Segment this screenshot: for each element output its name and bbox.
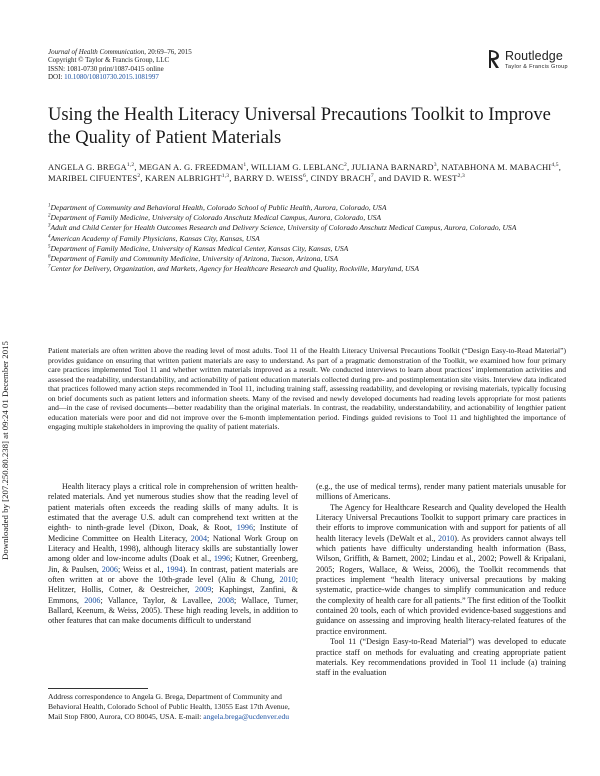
correspondence-footnote bbox=[48, 692, 298, 722]
routledge-mark-icon bbox=[486, 48, 502, 70]
author-name: NATABHONA M. MABACHI bbox=[441, 162, 552, 172]
citation-link[interactable]: 2008 bbox=[217, 595, 235, 605]
author-name: ANGELA G. BREGA bbox=[48, 162, 127, 172]
doi-label: DOI: bbox=[48, 73, 65, 82]
paragraph-text: ; Wallace, Turner, Ballard, Keenum, & Weiss, 2005). These high reading levels, in addition to other features that can make documents difficult to understand bbox=[48, 595, 299, 626]
paragraph-text: ; National Work Group on Literacy and Health, 1998), although literacy skills are substantially lower among older and low-income adults (Doak et al., bbox=[48, 533, 298, 564]
body-column-left bbox=[48, 482, 298, 627]
author-affil-sup: 1 bbox=[243, 162, 247, 169]
footnote-text: Address correspondence to Angela G. Brega, Department of Community and Behavioral Health, Colorado School of Public Health, 13055 East 17th Avenue, Mail Stop F800, Aurora, CO 80045, USA. E-mail: bbox=[48, 692, 290, 721]
citation-link[interactable]: 2009 bbox=[195, 585, 212, 595]
affiliation-item bbox=[48, 244, 568, 254]
author-name: CINDY BRACH bbox=[310, 173, 371, 184]
journal-citation: , 20:69–76, 2015 bbox=[144, 48, 192, 56]
affiliation-item bbox=[48, 203, 568, 213]
author-affil-sup: 6 bbox=[303, 173, 306, 180]
paragraph-text: ). In contrast, patient materials are often written at or above the 10th-grade level (Aliu & Chung, bbox=[48, 564, 298, 585]
citation-link[interactable]: 1996 bbox=[213, 554, 231, 564]
paragraph-text: ; Vallance, Taylor, & Lavallee, bbox=[100, 595, 218, 605]
affiliation-text: Department of Family and Community Medicine, University of Arizona, Tucson, Arizona, USA bbox=[50, 254, 339, 264]
footnote-email-link[interactable]: angela.brega@ucdenver.edu bbox=[203, 712, 290, 721]
publisher-logo bbox=[486, 46, 566, 76]
affiliation-text: Center for Delivery, Organization, and Markets, Agency for Healthcare Research and Quality, Rockville, Maryland, USA bbox=[50, 264, 419, 274]
abstract: Patient materials are often written above the reading level of most adults. Tool 11 of the Health Literacy Universal Precautions Toolkit (“Design Easy-to-Read Material”) provides guidance on ensuring that written patient materials are easy to understand. As part of a pragmatic demonstration of the Toolkit, we examined how four primary care practices implemented Tool 11 and whether written materials improved as a result. We conducted interviews to learn about practices’ implementation activities and assessed the readability, understandability, and actionability of patient education materials collected during pre- and postimplementation site visits. Interview data indicated that practices followed many action steps recommended in Tool 11, including training staff, assessing readability, and developing or revising materials, typically focusing on brief documents such as patient letters and information sheets. Many of the revised and newly developed documents had reading levels appropriate for most patients and—in the case of revised documents—better readability than the original materials. In contrast, the readability, understandability, and actionability of lengthier patient education materials were poor and did not improve over the 6-month implementation period. Findings guided revisions to Tool 11 and highlighted the importance of engaging multiple stakeholders in improving the quality of patient materials. bbox=[48, 346, 566, 431]
affiliation-num: 3 bbox=[48, 223, 51, 229]
author-name: and DAVID R. WEST bbox=[378, 173, 458, 184]
journal-header bbox=[48, 48, 192, 82]
author-affil-sup: 1,3 bbox=[221, 173, 230, 180]
citation-link[interactable]: 2004 bbox=[190, 533, 208, 543]
download-stamp: Downloaded by [207.250.80.238] at 09:24 01 December 2015 bbox=[0, 341, 10, 560]
affiliation-item bbox=[48, 264, 568, 274]
journal-name: Journal of Health Communication bbox=[48, 48, 145, 56]
affiliation-num: 5 bbox=[48, 244, 51, 250]
doi-link[interactable]: 10.1080/10810730.2015.1081997 bbox=[64, 73, 159, 82]
paragraph-text: Tool 11 (“Design Easy-to-Read Material”) was developed to educate practice staff on methods for evaluating and creating appropriate patient materials. Key recommendations provided in Tool 11 include (a) training staff in the evaluation bbox=[316, 637, 566, 678]
affiliation-num: 7 bbox=[48, 264, 51, 270]
author-affil-sup: 1,2 bbox=[126, 162, 135, 169]
footnote-rule bbox=[48, 688, 148, 689]
author-name: MARIBEL CIFUENTES bbox=[48, 173, 138, 184]
affiliation-num: 2 bbox=[48, 213, 51, 219]
affiliation-item bbox=[48, 234, 568, 244]
affiliation-num: 4 bbox=[48, 234, 51, 240]
citation-link[interactable]: 1996 bbox=[236, 523, 253, 533]
affiliation-item bbox=[48, 223, 568, 233]
publisher-brand: Routledge bbox=[505, 49, 563, 63]
paragraph-text: ). As providers cannot always tell which patients have difficulty understanding health information (Bass, Wilson, Griffith, & Barnett, 2002; Lindau et al., 2002; Powell & Kripalani, 2005; Rogers, Wallace, & Weiss, 2006), the Toolkit recommends that practices implement “health literacy universal precautions by making systematic, practice-wide changes to simplify communication and reduce the complexity of health care for all patients.” The first edition of the Toolkit contained 20 tools, each of which provided evidence-based suggestions and guidance on assessing and improving health literacy-related features of the practice environment. bbox=[316, 533, 566, 636]
journal-copyright: Copyright © Taylor & Francis Group, LLC bbox=[48, 56, 170, 65]
author-affil-sup: 2 bbox=[343, 162, 347, 169]
affiliation-list bbox=[48, 203, 568, 274]
paper-title: Using the Health Literacy Universal Precautions Toolkit to Improve the Quality of Patient Materials bbox=[48, 105, 551, 148]
author-affil-sup: 3 bbox=[433, 162, 437, 169]
author-affil-sup: 4,5 bbox=[551, 162, 559, 169]
body-paragraph bbox=[316, 637, 566, 678]
paragraph-text: ; Institute of Medicine Committee on Health Literacy, bbox=[48, 523, 298, 543]
author-affil-sup: 2 bbox=[137, 173, 141, 180]
author-affil-sup: 7 bbox=[370, 173, 374, 180]
author-affil-sup: 2,3 bbox=[457, 173, 465, 180]
paragraph-text: Health literacy plays a critical role in comprehension of written health-related materials. And yet numerous studies show that the reading level of patient materials often exceeds the reading skills of many adults. It is estimated that the average U.S. adult can comprehend text written at the eighth- to ninth-grade level (Dixon, Doak, & Root, bbox=[48, 482, 298, 533]
citation-link[interactable]: 1994 bbox=[166, 564, 183, 574]
author-name: MEGAN A. G. FREEDMAN bbox=[138, 162, 244, 172]
author-name: JULIANA BARNARD bbox=[351, 162, 434, 172]
affiliation-item bbox=[48, 254, 568, 264]
paragraph-text: ; Weiss et al., bbox=[117, 564, 167, 574]
author-name: WILLIAM G. LEBLANC bbox=[250, 162, 344, 172]
author-name: BARRY D. WEISS bbox=[233, 173, 304, 184]
citation-link[interactable]: 2010 bbox=[279, 575, 296, 585]
body-column-right bbox=[316, 482, 566, 679]
paragraph-text: ; Helitzer, Hollis, Cotner, & Oestreicher, bbox=[48, 575, 298, 595]
journal-issn: ISSN: 1081-0730 print/1087-0415 online bbox=[48, 64, 164, 73]
author-list: ANGELA G. BREGA$^{1,2}$, MEGAN A. G. FREEDMAN$^1$, WILLIAM G. LEBLANC$^2$, JULIANA BARNARD$^3$, NATABHONA M. MABACHI$^{4,5}$, MARIBEL CIFUENTES$^2$, KAREN ALBRIGHT$^{1,3}$, BARRY D. WEISS$^6$, CINDY BRACH$^7$, and DAVID R. WEST$^{2,3}$ bbox=[48, 162, 562, 184]
affiliation-text: Department of Community and Behavioral Health, Colorado School of Public Health, Aurora, Colorado, USA bbox=[50, 203, 387, 212]
paragraph-text: ; Kaphingst, Zanfini, & Emmons, bbox=[48, 585, 298, 605]
affiliation-num: 1 bbox=[48, 203, 51, 209]
affiliation-text: Adult and Child Center for Health Outcomes Research and Delivery Science, University of Colorado Anschutz Medical Campus, Aurora, Colorado, USA bbox=[50, 223, 517, 233]
paragraph-text: (e.g., the use of medical terms), render many patient materials unusable for millions of Americans. bbox=[316, 482, 566, 502]
body-paragraph bbox=[48, 482, 298, 627]
paragraph-text: ; Kutner, Greenberg, Jin, & Paulsen, bbox=[48, 554, 298, 574]
citation-link[interactable]: 2006 bbox=[84, 595, 101, 605]
body-paragraph bbox=[316, 503, 566, 637]
affiliation-text: Department of Family Medicine, University of Colorado Anschutz Medical Campus, Aurora, Colorado, USA bbox=[50, 213, 382, 223]
citation-link[interactable]: 2006 bbox=[101, 564, 118, 574]
body-paragraph bbox=[316, 482, 566, 503]
affiliation-item bbox=[48, 213, 568, 223]
paragraph-text: The Agency for Healthcare Research and Quality developed the Health Literacy Universal Precautions Toolkit to support primary care practices in their efforts to improve communication with and support for patients of all health literacy levels (DeWalt et al., bbox=[316, 502, 566, 543]
affiliation-num: 6 bbox=[48, 254, 51, 260]
affiliation-text: American Academy of Family Physicians, Kansas City, Kansas, USA bbox=[50, 233, 260, 243]
citation-link[interactable]: 2010 bbox=[438, 533, 455, 543]
author-name: KAREN ALBRIGHT bbox=[144, 173, 222, 184]
publisher-sub: Taylor & Francis Group bbox=[505, 64, 568, 70]
affiliation-text: Department of Family Medicine, University of Kansas Medical Center, Kansas City, Kansas, USA bbox=[50, 243, 349, 253]
